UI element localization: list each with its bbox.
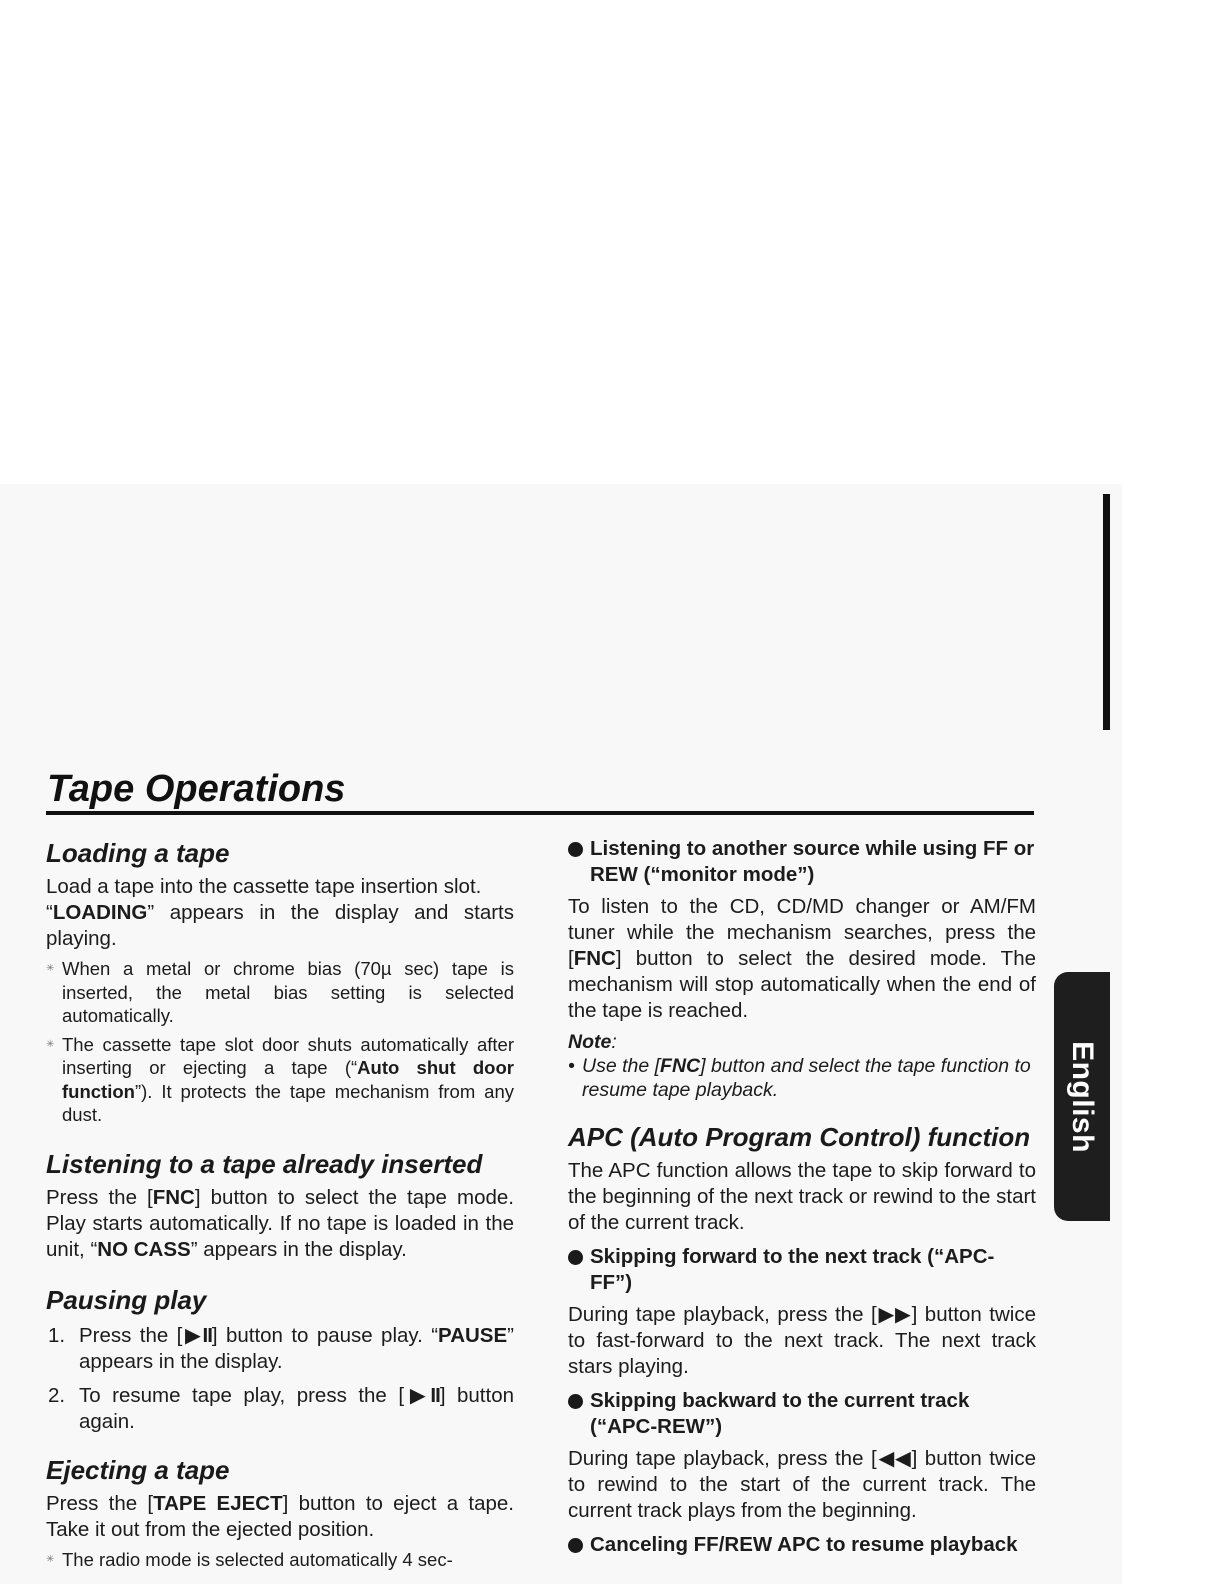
apc-cancel-heading: Canceling FF/REW APC to resume playback (568, 1532, 1036, 1558)
note-item: • Use the [FNC] button and select the tape function to resume tape playback. (568, 1054, 1036, 1102)
apc-heading: APC (Auto Program Control) function (568, 1122, 1031, 1152)
apc-ff-heading: Skipping forward to the next track (“APC-FF”) (568, 1244, 1036, 1296)
ejecting-note-truncated: ✳ The radio mode is selected automatically 4 sec- (46, 1548, 514, 1572)
language-tab-label: English (1066, 1040, 1099, 1153)
monitor-mode-heading: Listening to another source while using FF or REW (“monitor mode”) (568, 836, 1036, 888)
apc-intro: The APC function allows the tape to skip forward to the beginning of the next track or rewind to the start of the current track. (568, 1159, 1036, 1234)
fast-forward-icon: ▶▶ (876, 1303, 912, 1326)
section-monitor-mode (568, 836, 1036, 1102)
title-rule (46, 811, 1034, 815)
pausing-step-1: 1. Press the [▶II] button to pause play. “PAUSE” appears in the display. (48, 1323, 514, 1373)
play-pause-icon: ▶II (404, 1383, 440, 1407)
bullet-dot-icon (568, 842, 583, 857)
bullet-dot-icon (568, 1250, 583, 1265)
note-label: Note: (568, 1031, 617, 1053)
left-column (46, 836, 514, 1571)
bullet-dot-icon (568, 1538, 583, 1553)
section-listening (46, 1147, 514, 1263)
ejecting-text: Press the [TAPE EJECT] button to eject a tape. Take it out from the ejected position. (46, 1491, 514, 1541)
apc-ff-text: During tape playback, press the [▶▶] button twice to fast-forward to the next track. The next track stars playing. (568, 1303, 1036, 1378)
bullet-dot-icon (568, 1394, 583, 1409)
section-pausing (46, 1283, 514, 1435)
ejecting-heading: Ejecting a tape (46, 1454, 230, 1485)
loading-note-auto-shut: ✳ The cassette tape slot door shuts automatically after inserting or ejecting a tape (“Auto shut door function”). It protects the tape mechanism from any dust. (46, 1033, 514, 1127)
pausing-heading: Pausing play (46, 1284, 207, 1315)
section-loading (46, 836, 514, 1127)
page-title: Tape Operations (47, 768, 346, 810)
listening-heading: Listening to a tape already inserted (46, 1148, 483, 1179)
pausing-step-2: 2. To resume tape play, press the [▶II] button again. (48, 1383, 515, 1433)
loading-note-metal-bias: ✳ When a metal or chrome bias (70µ sec) tape is inserted, the metal bias setting is selected automatically. (46, 957, 514, 1028)
edge-marker-bar (1103, 494, 1110, 730)
section-ejecting (46, 1453, 514, 1572)
language-tab (1054, 972, 1110, 1221)
right-column (568, 836, 1036, 1564)
section-apc (568, 1120, 1036, 1558)
monitor-mode-text: To listen to the CD, CD/MD changer or AM/FM tuner while the mechanism searches, press the [FNC] button to select the desired mode. The mechanism will stop automatically when the end of the tape is reached. (568, 895, 1036, 1022)
play-pause-icon: ▶II (182, 1323, 212, 1347)
apc-rew-heading: Skipping backward to the current track (“APC-REW”) (568, 1388, 1036, 1440)
listening-text: Press the [FNC] button to select the tape mode. Play starts automatically. If no tape is loaded in the unit, “NO CASS” appears in the display. (46, 1185, 514, 1261)
pausing-steps (46, 1323, 514, 1435)
loading-heading: Loading a tape (46, 838, 230, 868)
rewind-icon: ◀◀ (876, 1447, 912, 1470)
apc-rew-text: During tape playback, press the [◀◀] button twice to rewind to the start of the current track. The current track plays from the beginning. (568, 1447, 1036, 1522)
loading-text: Load a tape into the cassette tape insertion slot. “LOADING” appears in the display and starts playing. (46, 875, 514, 950)
